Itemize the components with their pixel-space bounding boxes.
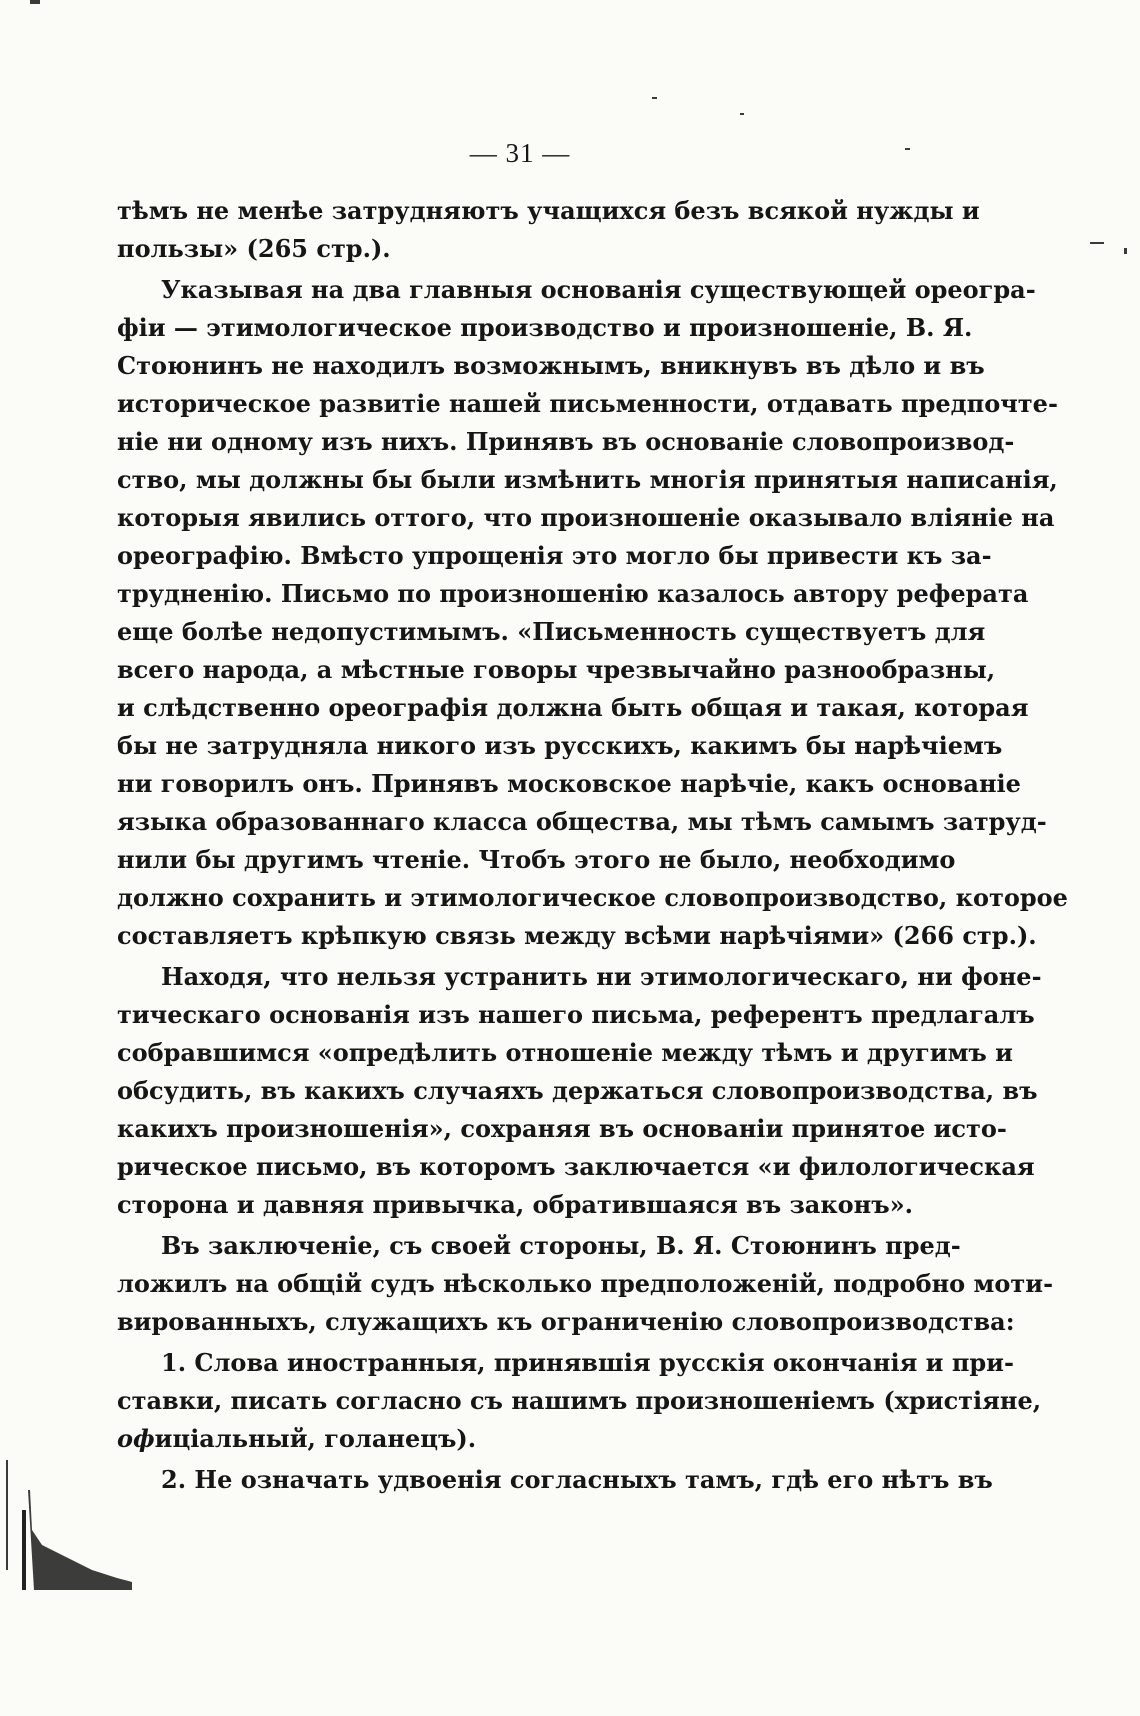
paragraph — [117, 1344, 1042, 1458]
text-line: трудненію. Письмо по произношенію казалось автору реферата — [117, 579, 1029, 608]
scan-speck — [6, 1460, 8, 1570]
text-line: 1. Слова иностранныя, принявшія русскія окончанія и при- — [161, 1348, 1014, 1377]
body-text — [117, 192, 1068, 1499]
scan-edge-noise — [22, 1490, 132, 1590]
italic-fragment: оф — [117, 1424, 155, 1453]
page-number: — 31 — — [469, 138, 571, 168]
text-line: какихъ произношенія», сохраняя въ основаніи принятое исто- — [117, 1114, 1007, 1143]
text-line: Въ заключеніе, съ своей стороны, В. Я. Стоюнинъ пред- — [161, 1231, 961, 1260]
text-line: Указывая на два главныя основанія существующей ореогра- — [161, 275, 1036, 304]
scan-speck — [1124, 248, 1127, 254]
scan-speck — [740, 113, 744, 115]
text-line: 2. Не означать удвоенія согласныхъ тамъ, гдѣ его нѣтъ въ — [161, 1465, 993, 1494]
scan-speck — [1090, 242, 1104, 244]
text-line: составляетъ крѣпкую связь между всѣми нарѣчіями» (266 стр.). — [117, 921, 1037, 950]
text-line: бы не затрудняла никого изъ русскихъ, какимъ бы нарѣчіемъ — [117, 731, 1003, 760]
text-line: тѣмъ не менѣе затрудняютъ учащихся безъ всякой нужды и — [117, 196, 980, 225]
text-line: ложилъ на общій судъ нѣсколько предположеній, подробно моти- — [117, 1269, 1054, 1298]
text-line: и слѣдственно ореографія должна быть общая и такая, которая — [117, 693, 1029, 722]
text-line: Находя, что нельзя устранить ни этимологическаго, ни фоне- — [161, 962, 1042, 991]
text-line: еще болѣе недопустимымъ. «Письменность существуетъ для — [117, 617, 986, 646]
text-line: пользы» (265 стр.). — [117, 234, 391, 263]
text-line: собравшимся «опредѣлить отношеніе между тѣмъ и другимъ и — [117, 1038, 1013, 1067]
text-line: сторона и давняя привычка, обратившаяся въ законъ». — [117, 1190, 914, 1219]
text-line: ство, мы должны бы были измѣнить многія принятыя написанія, — [117, 465, 1058, 494]
paragraph — [117, 192, 980, 268]
text-line: ни говорилъ онъ. Принявъ московское нарѣчіе, какъ основаніе — [117, 769, 1021, 798]
text-line: должно сохранить и этимологическое словопроизводство, которое — [117, 883, 1068, 912]
text-line: ніе ни одному изъ нихъ. Принявъ въ основаніе словопроизвод- — [117, 427, 1015, 456]
paragraph — [117, 958, 1042, 1224]
text-line: Стоюнинъ не находилъ возможнымъ, вникнувъ въ дѣло и въ — [117, 351, 985, 380]
text-line — [117, 1420, 822, 1458]
text-line: вированныхъ, служащихъ къ ограниченію словопроизводства: — [117, 1307, 1015, 1336]
paragraph — [117, 1461, 993, 1499]
paragraph — [117, 271, 1068, 955]
text-line: ореографію. Вмѣсто упрощенія это могло бы привести къ за- — [117, 541, 992, 570]
text-line: фіи — этимологическое производство и произношеніе, В. Я. — [117, 313, 973, 342]
text-line: рическое письмо, въ которомъ заключается «и филологическая — [117, 1152, 1035, 1181]
paragraph — [117, 1227, 1054, 1341]
text-line: обсудить, въ какихъ случаяхъ держаться словопроизводства, въ — [117, 1076, 1038, 1105]
text-line: всего народа, а мѣстные говоры чрезвычайно разнообразны, — [117, 655, 996, 684]
text-line: нили бы другимъ чтеніе. Чтобъ этого не было, необходимо — [117, 845, 956, 874]
text-line: ставки, писать согласно съ нашимъ произношеніемъ (христіяне, — [117, 1386, 1042, 1415]
scan-speck — [30, 0, 40, 4]
text-fragment: иціальный, голанецъ). — [154, 1424, 477, 1453]
scan-speck — [905, 148, 910, 150]
scan-speck — [652, 97, 657, 99]
text-line: тическаго основанія изъ нашего письма, референтъ предлагалъ — [117, 1000, 1035, 1029]
text-line: которыя явились оттого, что произношеніе оказывало вліяніе на — [117, 503, 1055, 532]
text-line: языка образованнаго класса общества, мы тѣмъ самымъ затруд- — [117, 807, 1047, 836]
text-line: историческое развитіе нашей письменности, отдавать предпочте- — [117, 389, 1058, 418]
